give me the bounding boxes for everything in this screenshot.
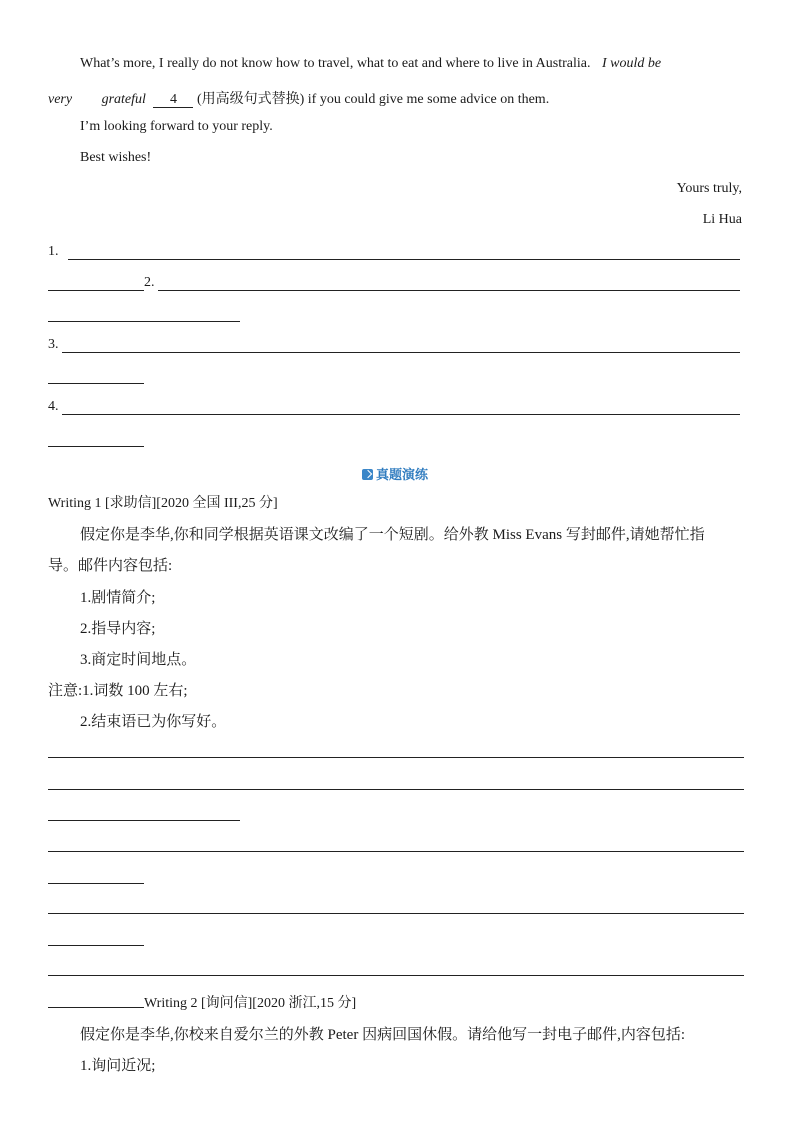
writing-line-short[interactable] (48, 1007, 144, 1008)
answer-label-4: 4. (48, 399, 59, 414)
letter-text: What’s more, I really do not know how to travel, what to eat and where to live in Australia. (80, 56, 591, 71)
letter-looking-forward: I’m looking forward to your reply. (80, 119, 273, 134)
writing-line[interactable] (48, 851, 744, 852)
writing2-heading: Writing 2 [询问信][2020 浙江,15 分] (144, 996, 357, 1011)
answer-line-4-cont[interactable] (48, 446, 144, 447)
writing2-point1: 1.询问近况; (80, 1058, 156, 1074)
answer-line-3-cont[interactable] (48, 383, 144, 384)
writing2-prompt-line1: 假定你是李华,你校来自爱尔兰的外教 Peter 因病回国休假。请给他写一封电子邮件,内容包括: (80, 1027, 685, 1043)
writing-line[interactable] (48, 913, 744, 914)
answer-line-2-cont[interactable] (48, 321, 240, 322)
writing1-point1: 1.剧情简介; (80, 590, 156, 606)
letter-paragraph-line1 (80, 56, 661, 72)
letter-text-italic: I would be (601, 56, 662, 71)
letter-paragraph-line2 (48, 88, 549, 108)
letter-closing: Yours truly, (676, 181, 742, 196)
writing1-heading: Writing 1 [求助信][2020 全国 III,25 分] (48, 496, 278, 511)
writing1-note1: 注意:1.词数 100 左右; (48, 683, 188, 699)
writing-line[interactable] (48, 757, 744, 758)
answer-label-1: 1. (48, 244, 59, 259)
answer-line-3[interactable] (62, 352, 740, 353)
letter-text-italic: grateful (101, 92, 146, 107)
answer-label-2: 2. (144, 275, 155, 290)
writing-line-short[interactable] (48, 945, 144, 946)
writing-line-short[interactable] (48, 820, 240, 821)
writing-line[interactable] (48, 789, 744, 790)
writing1-point3: 3.商定时间地点。 (80, 652, 197, 668)
answer-line-4[interactable] (62, 414, 740, 415)
answer-line-2[interactable] (158, 290, 740, 291)
letter-best-wishes: Best wishes! (80, 150, 152, 165)
letter-signature: Li Hua (702, 212, 742, 227)
writing1-note2: 2.结束语已为你写好。 (80, 714, 227, 730)
section-heading (362, 464, 428, 483)
fill-blank-4[interactable]: 4 (153, 93, 193, 108)
answer-label-3: 3. (48, 337, 59, 352)
letter-text-italic: very (48, 92, 73, 107)
writing-line[interactable] (48, 975, 744, 976)
section-title: 真题演练 (376, 468, 429, 483)
writing-line-short[interactable] (48, 883, 144, 884)
writing1-point2: 2.指导内容; (80, 621, 156, 637)
letter-text: (用高级句式替换) if you could give me some advice on them. (196, 92, 550, 107)
writing1-prompt-line2: 导。邮件内容包括: (48, 558, 173, 574)
answer-line-1-cont[interactable] (48, 290, 144, 291)
answer-line-1[interactable] (68, 259, 740, 260)
writing1-prompt-line1: 假定你是李华,你和同学根据英语课文改编了一个短剧。给外教 Miss Evans 写封邮件,请她帮忙指 (80, 527, 705, 543)
practice-icon (362, 469, 373, 480)
